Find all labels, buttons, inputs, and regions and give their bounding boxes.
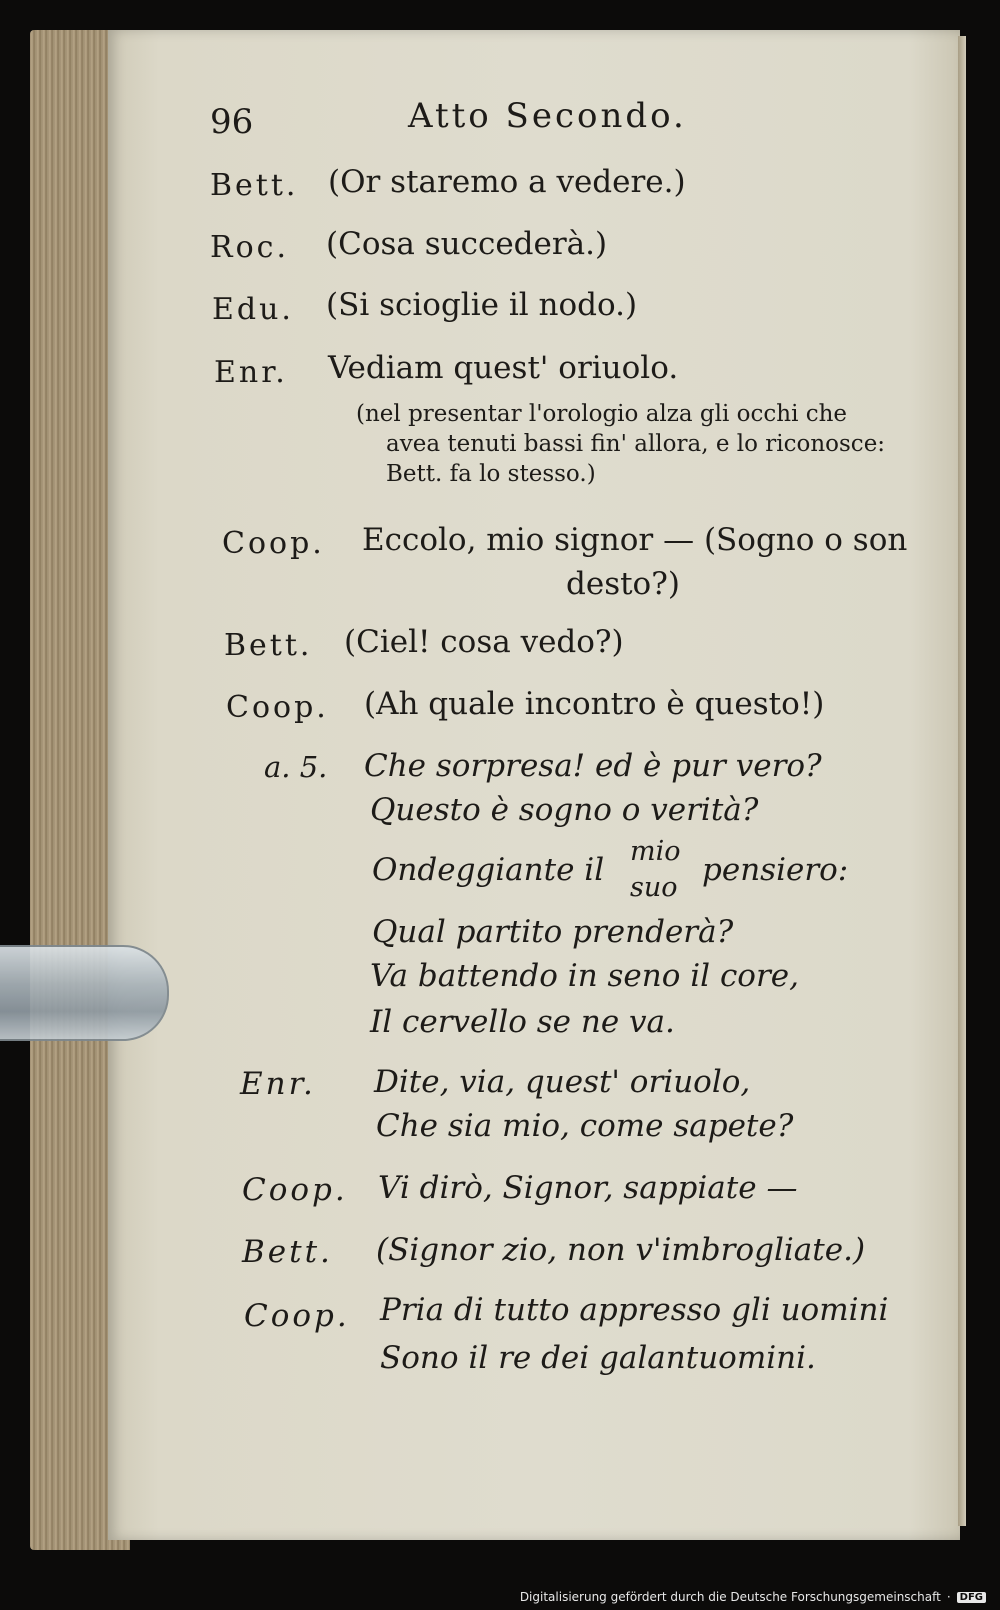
speaker-label: Bett. (224, 628, 313, 663)
variant-reading-top: mio (630, 836, 681, 867)
verse-line: (Signor zio, non v'imbrogliate.) (376, 1232, 866, 1268)
speaker-label: Coop. (226, 690, 329, 725)
next-page-edge (958, 36, 966, 1526)
stage-direction-line: Bett. fa lo stesso.) (386, 461, 596, 487)
verse-line: Che sorpresa! ed è pur vero? (364, 748, 822, 784)
ensemble-label: a. 5. (264, 750, 328, 784)
speaker-label: Edu. (212, 292, 294, 327)
running-head: Atto Secondo. (408, 96, 687, 136)
variant-reading-bottom: suo (630, 872, 678, 903)
verse-line: Il cervello se ne va. (370, 1004, 675, 1040)
speaker-label: Coop. (242, 1172, 348, 1208)
verse-line: Pria di tutto appresso gli uomini (380, 1292, 889, 1328)
dialogue-line: (Ah quale incontro è questo!) (364, 686, 825, 722)
dialogue-line: (Si scioglie il nodo.) (326, 287, 638, 323)
dialogue-line: (Ciel! cosa vedo?) (344, 624, 624, 660)
verse-line: Questo è sogno o verità? (370, 792, 759, 828)
dfg-logo-icon: DFG (957, 1592, 986, 1603)
speaker-label: Coop. (244, 1298, 350, 1334)
stage-direction-line: (nel presentar l'orologio alza gli occhi che (356, 401, 848, 427)
verse-line: Che sia mio, come sapete? (376, 1108, 794, 1144)
speaker-label: Bett. (242, 1234, 333, 1270)
dialogue-line: Vediam quest' oriuolo. (328, 350, 679, 386)
credit-text: Digitalisierung gefördert durch die Deutsche Forschungsgemeinschaft (519, 1590, 941, 1604)
verse-line: Va battendo in seno il core, (370, 958, 799, 994)
verse-line: Vi dirò, Signor, sappiate — (378, 1170, 798, 1206)
page-holder-clip (0, 945, 169, 1041)
speaker-label: Enr. (240, 1066, 316, 1102)
speaker-label: Coop. (222, 526, 325, 561)
verse-line: pensiero: (702, 852, 849, 888)
speaker-label: Bett. (210, 168, 299, 203)
verse-line: Sono il re dei galantuomini. (380, 1340, 816, 1376)
verse-line: Ondeggiante il (372, 852, 605, 888)
stage-direction-line: avea tenuti bassi fin' allora, e lo riconosce: (386, 431, 886, 457)
page-number: 96 (210, 102, 254, 142)
speaker-label: Roc. (210, 230, 289, 265)
speaker-label: Enr. (214, 355, 288, 390)
dialogue-line: (Or staremo a vedere.) (328, 164, 686, 200)
dialogue-line: (Cosa succederà.) (326, 226, 608, 262)
verse-line: Dite, via, quest' oriuolo, (374, 1064, 751, 1100)
verse-line: Qual partito prenderà? (372, 914, 734, 950)
dialogue-line-continuation: desto?) (566, 566, 680, 602)
dialogue-line: Eccolo, mio signor — (Sogno o son (362, 522, 908, 558)
digitization-credit: Digitalisierung gefördert durch die Deutsche Forschungsgemeinschaft · DFG (520, 1588, 986, 1606)
